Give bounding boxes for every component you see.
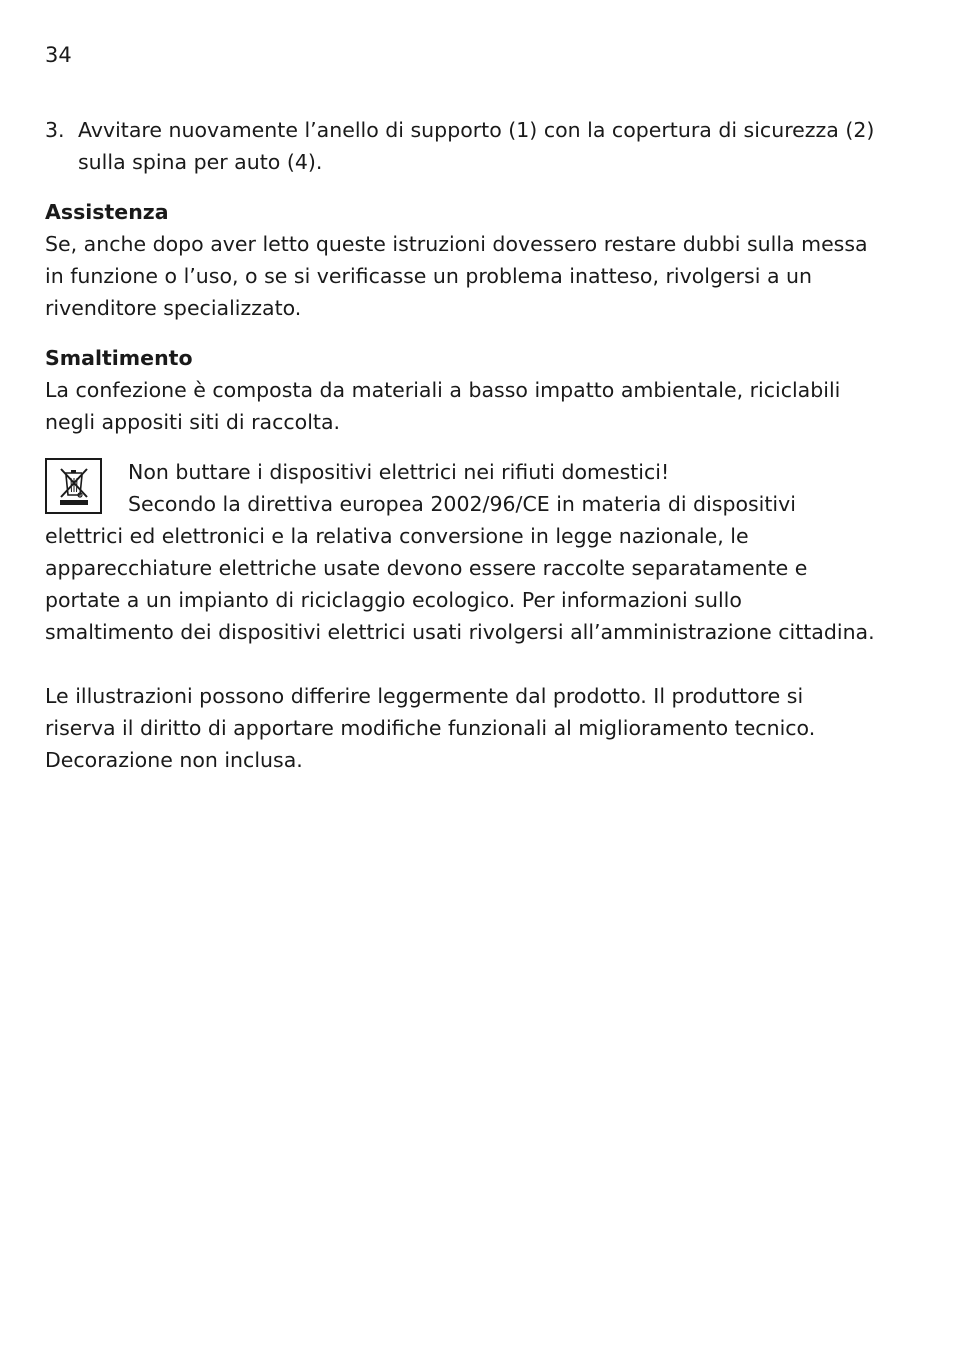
step-text: Avvitare nuovamente l’anello di supporto (1) con la copertura di sicurezza (2) sulla spina per auto (4). — [78, 118, 875, 174]
instruction-step-3 — [45, 114, 875, 178]
page-number: 34 — [45, 43, 72, 67]
assistenza-heading: Assistenza — [45, 200, 169, 224]
closing-text: Le illustrazioni possono differire leggermente dal prodotto. Il produttore si riserva il diritto di apportare modifiche funzionali al miglioramento tecnico. Decorazione non inclusa. — [45, 684, 816, 772]
crossed-out-wheelie-bin-icon — [45, 458, 102, 514]
weee-text: Secondo la direttiva europea 2002/96/CE in materia di dispositivi elettrici ed elettronici e la relativa conversione in legge nazionale, le apparecchiature elettriche usate devono essere raccolte separatamente e portate a un impianto di riciclaggio ecologico. Per informazioni sullo smaltimento dei dispositivi elettrici usati rivolgersi all’amministrazione cittadina. — [45, 492, 875, 644]
weee-notice — [45, 456, 875, 648]
weee-title: Non buttare i dispositivi elettrici nei rifiuti domestici! — [128, 460, 670, 484]
smaltimento-heading: Smaltimento — [45, 346, 193, 370]
step-number: 3. — [45, 118, 65, 142]
smaltimento-text: La confezione è composta da materiali a basso impatto ambientale, riciclabili negli appositi siti di raccolta. — [45, 378, 841, 434]
document-body — [45, 114, 875, 776]
assistenza-text: Se, anche dopo aver letto queste istruzioni dovessero restare dubbi sulla messa in funzione o l’uso, o se si verificasse un problema inatteso, rivolgersi a un rivenditore specializzato. — [45, 232, 868, 320]
